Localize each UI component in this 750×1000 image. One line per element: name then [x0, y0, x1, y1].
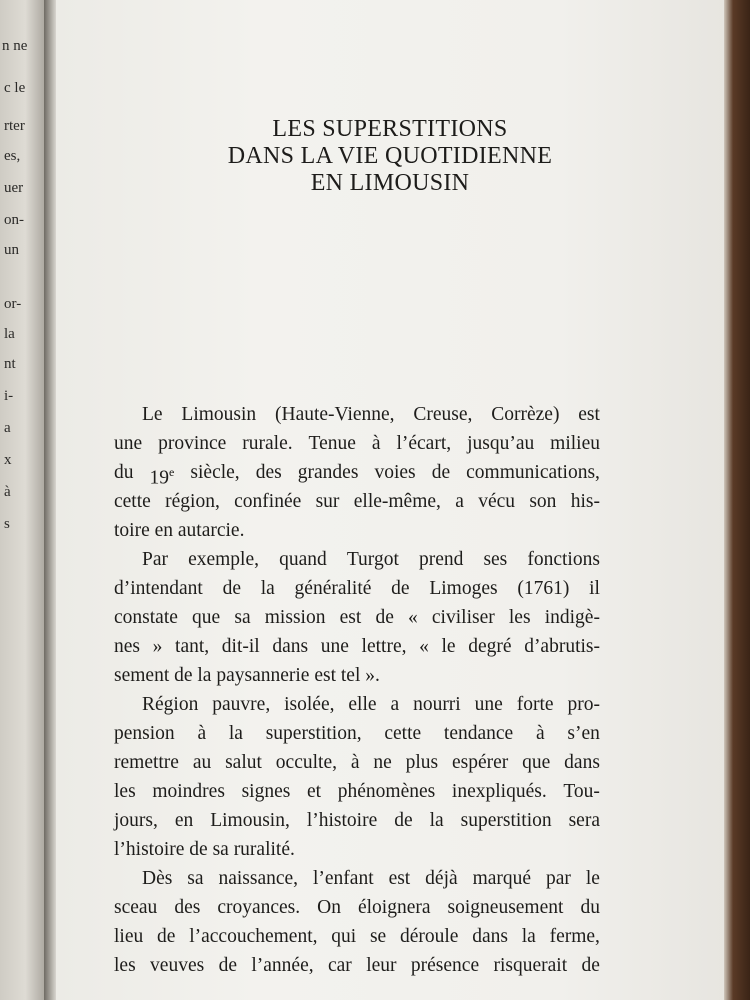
word: de — [581, 955, 600, 976]
body-text-line — [114, 951, 600, 980]
word: il — [589, 578, 600, 599]
word: Tou- — [563, 781, 600, 802]
word: l’histoire — [114, 839, 190, 860]
left-page-text-fragment: un — [4, 242, 19, 258]
word: sement — [114, 665, 175, 686]
body-text-line — [114, 835, 600, 864]
word: nes — [114, 636, 140, 657]
word: signes — [241, 781, 291, 802]
word: région, — [165, 491, 220, 512]
word: quand — [279, 549, 327, 570]
word: (Haute-Vienne, — [275, 404, 395, 425]
word: sa — [234, 607, 251, 628]
word: plus — [405, 752, 439, 773]
word: his- — [570, 491, 600, 512]
word: déjà — [425, 868, 458, 889]
word: remettre — [114, 752, 179, 773]
word: du — [114, 462, 134, 483]
body-text-line — [114, 922, 600, 951]
word: tendance — [443, 723, 514, 744]
body-text-line — [114, 574, 600, 603]
chapter-title — [0, 116, 750, 197]
word: lieu — [114, 926, 144, 947]
word: Creuse, — [413, 404, 473, 425]
word: occulte, — [275, 752, 337, 773]
word: pro- — [567, 694, 600, 715]
word: à — [197, 723, 207, 744]
word: paysannerie — [216, 665, 315, 686]
word: de — [222, 578, 241, 599]
word: nourri — [413, 694, 461, 715]
word: le — [441, 636, 456, 657]
word: dit-il — [221, 636, 260, 657]
left-page-text-fragment: c le — [4, 80, 26, 96]
word: en — [154, 520, 178, 541]
word: sa — [212, 839, 234, 860]
word: de — [391, 578, 410, 599]
left-page-text-fragment: on- — [4, 212, 24, 228]
word: la — [429, 810, 444, 831]
word: sa — [187, 868, 204, 889]
body-text-line — [114, 487, 600, 516]
word: les — [114, 955, 136, 976]
word: se — [369, 926, 387, 947]
word: soigneusement — [447, 897, 564, 918]
word: de — [174, 665, 198, 686]
word: une — [320, 636, 349, 657]
word: autarcie. — [177, 520, 245, 541]
word: exemple, — [188, 549, 260, 570]
word: inexpliqués. — [451, 781, 547, 802]
word: une — [114, 433, 143, 454]
left-page-text-fragment: i- — [4, 388, 14, 404]
word: ». — [365, 665, 380, 686]
word: la — [521, 926, 536, 947]
left-page-text-fragment: nt — [4, 356, 16, 372]
word: salut — [225, 752, 262, 773]
word: à — [350, 752, 360, 773]
left-page-text-fragment: x — [4, 452, 12, 468]
word: ruralité. — [233, 839, 295, 860]
word: et — [307, 781, 322, 802]
word: jours, — [114, 810, 158, 831]
word: communications, — [466, 462, 600, 483]
word: ne — [373, 752, 392, 773]
word: risquerait — [493, 955, 568, 976]
word: voies — [374, 462, 416, 483]
word: d’abrutis- — [524, 636, 600, 657]
word: 19e — [149, 465, 175, 489]
word: au — [192, 752, 212, 773]
body-text-line — [114, 516, 600, 545]
word: est — [339, 607, 362, 628]
word: une — [474, 694, 503, 715]
left-page-text-fragment: or- — [4, 296, 22, 312]
word: la — [228, 723, 243, 744]
word: qui — [331, 926, 357, 947]
word: de — [157, 926, 176, 947]
word: constate — [114, 607, 178, 628]
word: degré — [468, 636, 512, 657]
word: sceau — [114, 897, 158, 918]
word: marqué — [472, 868, 532, 889]
body-text-line — [114, 690, 600, 719]
word: siècle, — [190, 462, 240, 483]
word: croyances. — [217, 897, 301, 918]
word: a — [390, 694, 400, 715]
word: Dès — [142, 868, 173, 889]
body-text-line — [114, 719, 600, 748]
word: de — [431, 462, 451, 483]
word: sur — [315, 491, 340, 512]
word: d’intendant — [114, 578, 203, 599]
word: Corrèze) — [491, 404, 560, 425]
word: ferme, — [549, 926, 600, 947]
word: mission — [264, 607, 326, 628]
word: rurale. — [242, 433, 293, 454]
word: isolée, — [284, 694, 335, 715]
word: est — [388, 868, 411, 889]
word: la — [197, 665, 217, 686]
word: éloignera — [357, 897, 431, 918]
body-text-line — [114, 748, 600, 777]
word: l’enfant — [312, 868, 374, 889]
word: l’année, — [251, 955, 314, 976]
word: de — [189, 839, 213, 860]
word: lettre, — [361, 636, 407, 657]
word: phénomènes — [337, 781, 436, 802]
word: » — [152, 636, 163, 657]
word: des — [174, 897, 201, 918]
word: sera — [568, 810, 600, 831]
body-text-line — [114, 632, 600, 661]
word: les — [114, 781, 136, 802]
left-page-text-fragment: la — [4, 326, 15, 342]
word: généralité — [294, 578, 372, 599]
word: pension — [114, 723, 175, 744]
left-page-text-fragment: es, — [4, 148, 21, 164]
left-page-text-fragment: à — [4, 484, 11, 500]
word: Le — [142, 404, 163, 425]
word: du — [580, 897, 600, 918]
word: vécu — [478, 491, 516, 512]
word: jusqu’au — [467, 433, 535, 454]
word: veuves — [150, 955, 205, 976]
chapter-title-line: EN LIMOUSIN — [310, 170, 470, 196]
body-text-line — [114, 661, 600, 690]
left-page-text-fragment: a — [4, 420, 11, 436]
word: (1761) — [517, 578, 570, 599]
word: province — [158, 433, 227, 454]
word: à — [535, 723, 545, 744]
word: de — [375, 607, 394, 628]
body-text-line — [114, 806, 600, 835]
word: des — [255, 462, 282, 483]
word: Tenue — [308, 433, 356, 454]
word: dans — [564, 752, 600, 773]
word: moindres — [152, 781, 225, 802]
word: fonctions — [527, 549, 600, 570]
word: Limousin — [181, 404, 257, 425]
left-page-text-fragment: s — [4, 516, 10, 532]
word: tel — [340, 665, 366, 686]
word: présence — [410, 955, 480, 976]
word: Par — [142, 549, 168, 570]
body-text-line — [114, 864, 600, 893]
word: tant, — [175, 636, 210, 657]
word: superstition, — [265, 723, 362, 744]
word: « — [408, 607, 418, 628]
word: toire — [114, 520, 155, 541]
word: civiliser — [431, 607, 495, 628]
word: l’écart, — [396, 433, 452, 454]
word: grandes — [297, 462, 359, 483]
word: les — [508, 607, 531, 628]
word: en — [174, 810, 194, 831]
left-page-text-fragment: rter — [4, 118, 25, 134]
word: confinée — [234, 491, 302, 512]
word: elle-même, — [353, 491, 441, 512]
word: s’en — [567, 723, 600, 744]
word: naissance, — [218, 868, 299, 889]
body-text-line — [114, 400, 600, 429]
body-text-line — [114, 545, 600, 574]
left-page-text-fragment: uer — [4, 180, 24, 196]
word: est — [578, 404, 600, 425]
word: de — [218, 955, 237, 976]
word: milieu — [550, 433, 600, 454]
word: Région — [142, 694, 199, 715]
word: l’histoire — [306, 810, 378, 831]
word: est — [314, 665, 341, 686]
word: déroule — [399, 926, 459, 947]
word: car — [328, 955, 352, 976]
word: que — [192, 607, 221, 628]
body-text-line — [114, 458, 600, 487]
word: Limoges — [429, 578, 498, 599]
chapter-body — [114, 400, 600, 980]
word: la — [260, 578, 275, 599]
word: cette — [384, 723, 422, 744]
word: Limousin, — [210, 810, 290, 831]
word: le — [585, 868, 600, 889]
word: que — [522, 752, 551, 773]
word: forte — [516, 694, 554, 715]
chapter-title-line: LES SUPERSTITIONS — [272, 116, 508, 142]
word: l’accouchement, — [189, 926, 318, 947]
word: dans — [472, 926, 508, 947]
word: son — [529, 491, 557, 512]
word: à — [371, 433, 381, 454]
body-text-line — [114, 777, 600, 806]
word: Turgot — [346, 549, 399, 570]
body-text-line — [114, 893, 600, 922]
word: dans — [272, 636, 309, 657]
word: superstition — [460, 810, 552, 831]
word: elle — [348, 694, 377, 715]
word: pauvre, — [212, 694, 271, 715]
word: ses — [483, 549, 508, 570]
left-page-text-fragment: n ne — [2, 38, 28, 54]
word: par — [546, 868, 571, 889]
word: de — [394, 810, 413, 831]
body-text-line — [114, 603, 600, 632]
word: indigè- — [544, 607, 600, 628]
word: « — [419, 636, 429, 657]
word: a — [455, 491, 464, 512]
word: On — [317, 897, 341, 918]
word: cette — [114, 491, 151, 512]
word: prend — [418, 549, 464, 570]
word: leur — [366, 955, 397, 976]
word: espérer — [452, 752, 509, 773]
chapter-title-line: DANS LA VIE QUOTIDIENNE — [227, 143, 553, 169]
body-text-line — [114, 429, 600, 458]
